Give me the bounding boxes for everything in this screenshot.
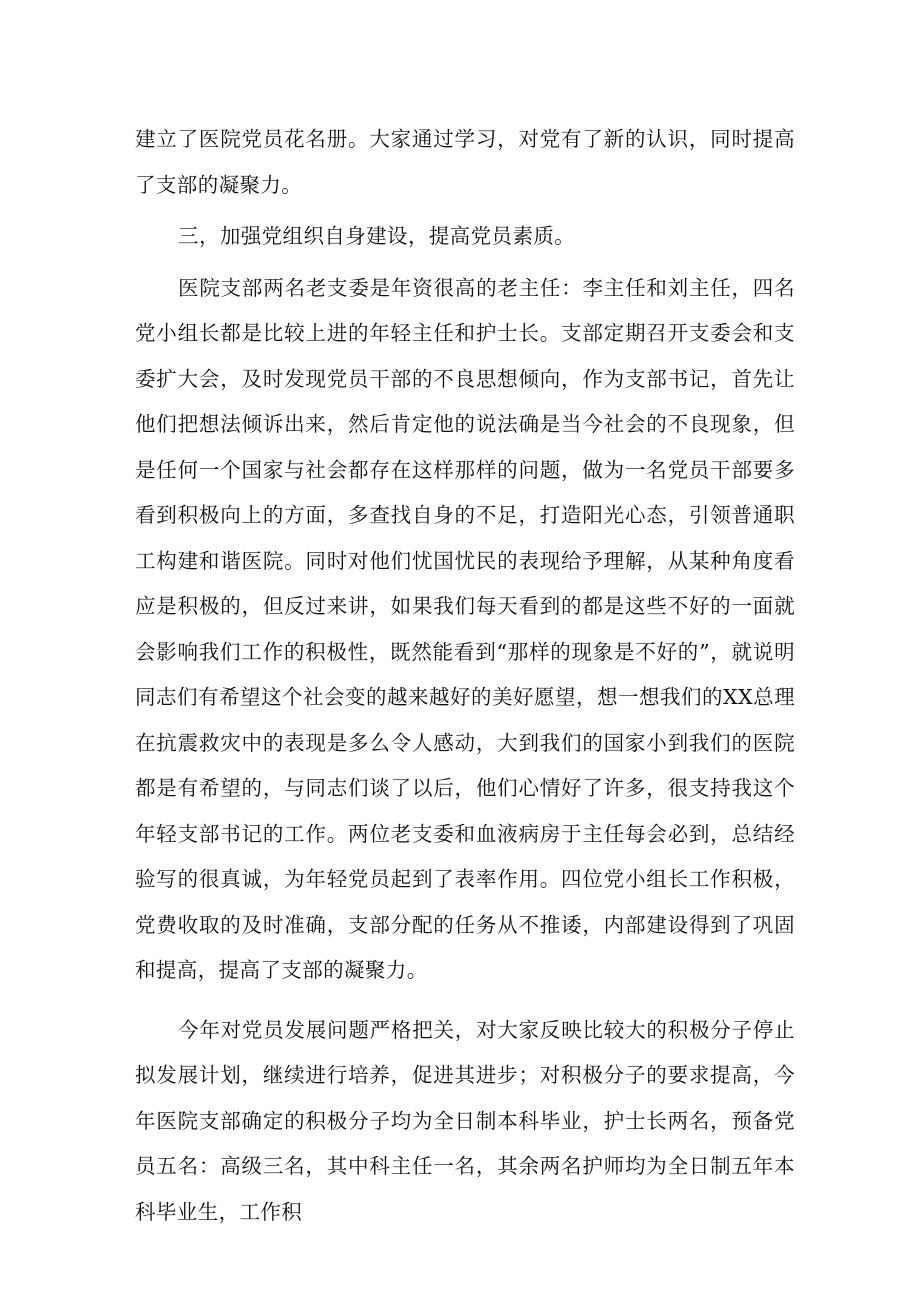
paragraph-2: 医院支部两名老支委是年资很高的老主任：李主任和刘主任，四名党小组长都是比较上进的年轻主任和护士长。支部定期召开支委会和支委扩大会，及时发现党员干部的不良思想倾向，作为支部书记，首先让他们把想法倾诉出来，然后肯定他的说法确是当今社会的不良现象，但是任何一个国家与社会都存在这样那样的问题，做为一名党员干部要多看到积极向上的方面，多查找自身的不足，打造阳光心态，引领普通职工构建和谐医院。同时对他们忧国忧民的表现给予理解，从某种角度看应是积极的，但反过来讲，如果我们每天看到的都是这些不好的一面就会影响我们工作的积极性，既然能看到“那样的现象是不好的”，就说明同志们有希望这个社会变的越来越好的美好愿望，想一想我们的XX总理在抗震救灾中的表现是多么令人感动，大到我们的国家小到我们的医院都是有希望的，与同志们谈了以后，他们心情好了许多，很支持我这个年轻支部书记的工作。两位老支委和血液病房于主任每会必到，总结经验写的很真诚，为年轻党员起到了表率作用。四位党小组长工作积极，党费收取的及时准确，支部分配的任务从不推诿，内部建设得到了巩固和提高，提高了支部的凝聚力。 (135, 275, 795, 982)
section-heading-3: 三，加强党组织自身建设，提高党员素质。 (178, 224, 576, 248)
paragraph-1: 建立了医院党员花名册。大家通过学习，对党有了新的认识，同时提高了支部的凝聚力。 (135, 127, 795, 197)
paragraph-3: 今年对党员发展问题严格把关，对大家反映比较大的积极分子停止拟发展计划，继续进行培养，促进其进步；对积极分子的要求提高，今年医院支部确定的积极分子均为全日制本科毕业，护士长两名，预备党员五名：高级三名，其中科主任一名，其余两名护师均为全日制五年本科毕业生，工作积 (135, 1017, 795, 1224)
body-text (135, 117, 795, 1235)
